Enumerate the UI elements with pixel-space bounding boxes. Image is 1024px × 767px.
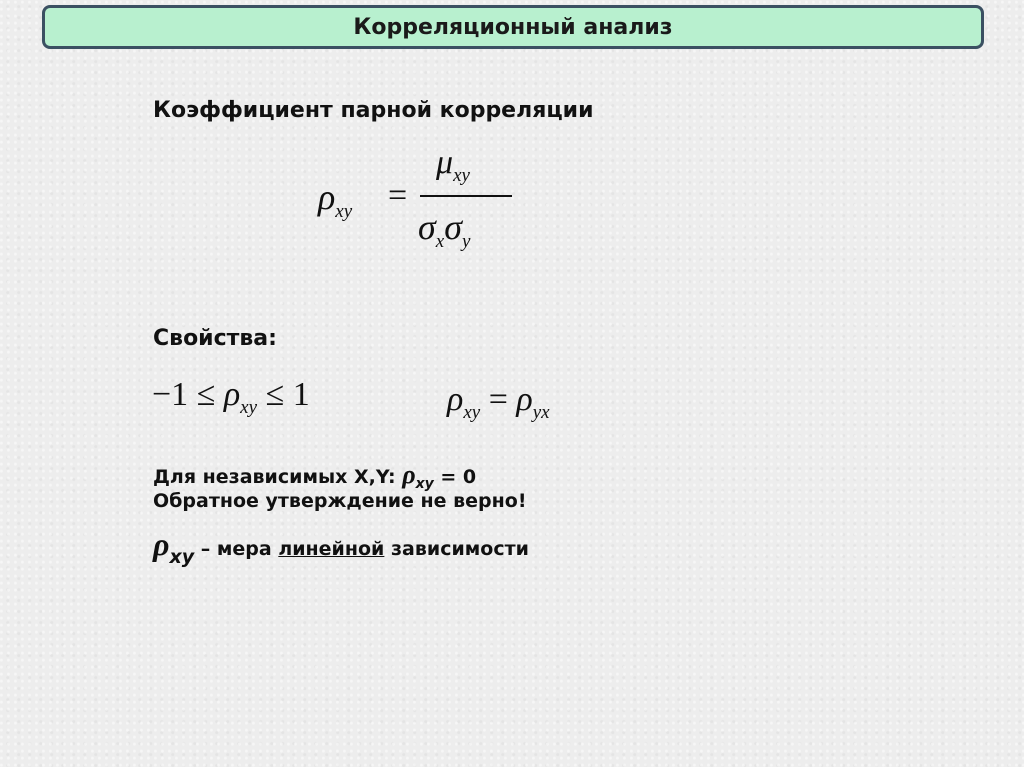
symmetry-equation: [447, 381, 550, 424]
converse-statement: Обратное утверждение не верно!: [153, 490, 527, 512]
inequality-right: ≤ 1: [257, 376, 310, 413]
symmetry-rho-right: ρ: [516, 381, 533, 418]
inequality-subscript: xy: [240, 397, 258, 418]
sigma-x-symbol: σ: [418, 207, 436, 247]
formula-lhs: [318, 176, 352, 223]
section-heading: Коэффициент парной корреляции: [153, 98, 594, 123]
linearity-mid: – мера: [194, 538, 279, 560]
sigma-y-symbol: σ: [444, 207, 462, 247]
independence-statement: [153, 460, 476, 492]
linearity-statement: [153, 526, 529, 568]
equals-sign: =: [388, 177, 408, 214]
inequality-rho: ρ: [223, 376, 241, 413]
title-banner: [42, 5, 984, 49]
formula-numerator: [436, 144, 470, 187]
independence-subscript: xy: [415, 476, 434, 492]
bounds-inequality: [152, 376, 310, 419]
rho-subscript: xy: [335, 201, 353, 222]
independence-prefix: Для независимых X,Y:: [153, 466, 403, 488]
linearity-suffix: зависимости: [384, 538, 529, 560]
sigma-y-subscript: y: [461, 231, 471, 252]
linearity-subscript: xy: [169, 546, 195, 568]
mu-subscript: xy: [453, 165, 470, 186]
symmetry-sub-left: xy: [463, 402, 481, 423]
rho-symbol: ρ: [318, 177, 336, 217]
symmetry-sub-right: yx: [532, 402, 550, 423]
inequality-left: −1 ≤: [152, 376, 224, 413]
linearity-rho: ρ: [153, 526, 170, 562]
independence-suffix: = 0: [433, 466, 477, 488]
sigma-x-subscript: x: [435, 231, 445, 252]
independence-rho: ρ: [402, 460, 416, 489]
properties-label: Свойства:: [153, 326, 277, 351]
mu-symbol: μ: [436, 144, 454, 181]
slide-title: Корреляционный анализ: [353, 14, 673, 40]
correlation-formula: [318, 144, 518, 258]
linearity-underlined-word: линейной: [278, 538, 385, 560]
symmetry-equals: =: [480, 381, 517, 418]
formula-denominator: [418, 206, 470, 253]
fraction-line: [420, 195, 512, 197]
symmetry-rho-left: ρ: [447, 381, 464, 418]
